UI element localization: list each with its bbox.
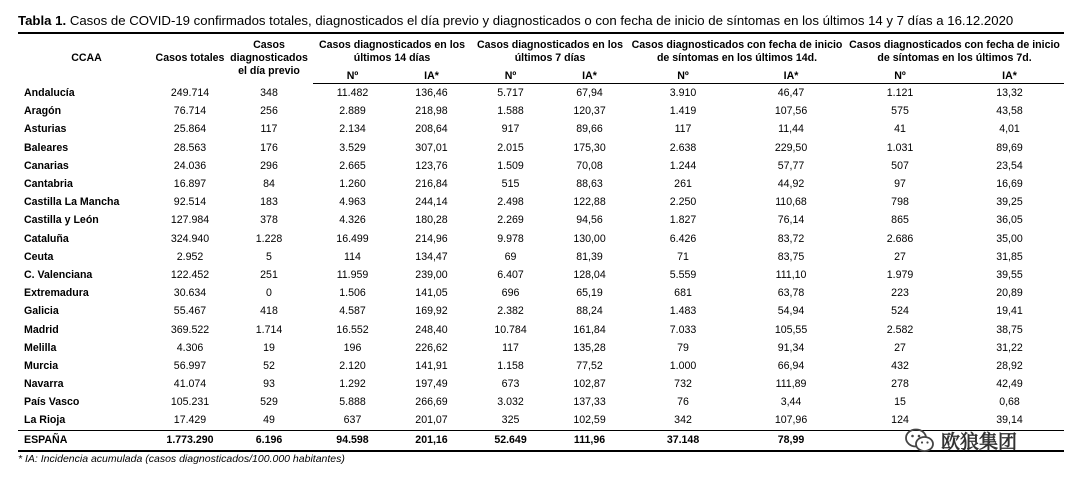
cell-s7n: 15 bbox=[894, 396, 906, 409]
cell-previo: 5 bbox=[266, 250, 272, 263]
table-row bbox=[18, 320, 1064, 338]
cell-previo: 0 bbox=[266, 287, 272, 300]
table-title-text: Casos de COVID-19 confirmados totales, diagnosticados el día previo y diagnosticados o con fecha de inicio de síntomas en los últimos 14 y 7 días a 16.12.2020 bbox=[69, 13, 1014, 28]
cell-d14ia: 169,92 bbox=[415, 305, 448, 318]
total-ccaa: ESPAÑA bbox=[18, 430, 155, 451]
cell-d7n: 2.382 bbox=[497, 305, 524, 318]
total-d7n: 52.649 bbox=[471, 430, 550, 451]
cell-previo: 348 bbox=[260, 86, 278, 99]
cell-totales: 122.452 bbox=[170, 268, 210, 281]
cell-s14ia: 107,96 bbox=[737, 411, 845, 430]
cell-d7ia: 128,04 bbox=[573, 268, 606, 281]
cell-d7ia: 122,88 bbox=[573, 196, 606, 209]
cell-d14ia: 123,76 bbox=[415, 159, 448, 172]
covid-cases-table bbox=[18, 32, 1064, 452]
cell-d7n: 673 bbox=[501, 378, 520, 391]
cell-previo: 418 bbox=[260, 305, 278, 318]
cell-s14ia: 105,55 bbox=[774, 323, 808, 336]
cell-d7n: 117 bbox=[502, 341, 519, 354]
cell-totales: 76.714 bbox=[173, 105, 207, 118]
cell-d7n: 1.158 bbox=[497, 359, 524, 372]
cell-previo: 378 bbox=[260, 214, 278, 227]
cell-d14ia: 197,49 bbox=[415, 378, 448, 391]
cell-s7ia: 23,54 bbox=[996, 159, 1023, 172]
cell-s7ia: 35,00 bbox=[996, 232, 1023, 245]
cell-s14n: 342 bbox=[629, 411, 737, 430]
cell-d14ia: 239,00 bbox=[415, 268, 448, 281]
cell-d7ia: 65,19 bbox=[576, 287, 603, 300]
cell-previo: 93 bbox=[263, 378, 275, 391]
cell-d7ia: 120,37 bbox=[573, 105, 606, 118]
cell-totales: 127.984 bbox=[170, 214, 210, 227]
cell-s14n: 1.827 bbox=[669, 214, 697, 227]
cell-d7n: 917 bbox=[501, 123, 520, 136]
cell-d14ia: 201,07 bbox=[392, 411, 471, 430]
cell-d7ia: 88,24 bbox=[576, 305, 603, 318]
cell-d7n: 2.498 bbox=[497, 196, 524, 209]
cell-s7ia: 89,69 bbox=[996, 141, 1023, 154]
subheader-ia: IA* bbox=[550, 70, 629, 84]
cell-s14n: 7.033 bbox=[669, 323, 697, 336]
cell-previo: 183 bbox=[260, 196, 278, 209]
cell-s7n: 124 bbox=[845, 411, 955, 430]
cell-ccaa: País Vasco bbox=[24, 396, 80, 409]
cell-totales: 105.231 bbox=[170, 396, 210, 409]
total-d14ia: 201,16 bbox=[392, 430, 471, 451]
total-s14ia: 78,99 bbox=[737, 430, 845, 451]
cell-d7n: 696 bbox=[501, 287, 520, 300]
cell-previo: 1.714 bbox=[255, 323, 283, 336]
header-sintomas-7d: Casos diagnosticados con fecha de inicio de síntomas en los últimos 7d. bbox=[849, 39, 1060, 64]
cell-ccaa: Cataluña bbox=[24, 232, 69, 245]
subheader-ia: IA* bbox=[737, 70, 845, 84]
header-sintomas-14d: Casos diagnosticados con fecha de inicio de síntomas en los últimos 14d. bbox=[631, 39, 843, 64]
cell-d14n: 5.888 bbox=[339, 396, 366, 409]
cell-s7ia: 20,89 bbox=[996, 287, 1023, 300]
cell-s7ia: 38,75 bbox=[996, 323, 1023, 336]
cell-totales: 17.429 bbox=[155, 411, 225, 430]
cell-d14ia: 244,14 bbox=[415, 196, 448, 209]
cell-totales: 324.940 bbox=[170, 232, 210, 245]
cell-d7n: 2.269 bbox=[497, 214, 524, 227]
cell-s7ia: 39,14 bbox=[955, 411, 1064, 430]
cell-s14ia: 44,92 bbox=[777, 178, 805, 191]
cell-d14n: 16.499 bbox=[336, 232, 369, 245]
cell-d14n: 2.134 bbox=[339, 123, 366, 136]
cell-s14ia: 111,89 bbox=[775, 378, 807, 391]
cell-totales: 92.514 bbox=[173, 196, 207, 209]
cell-s7n: 2.686 bbox=[886, 232, 914, 245]
subheader-n: Nº bbox=[313, 70, 392, 84]
cell-s7n: 97 bbox=[894, 178, 906, 191]
header-ccaa: CCAA bbox=[71, 52, 102, 65]
cell-ccaa: Murcia bbox=[24, 359, 59, 372]
cell-s7n: 575 bbox=[891, 105, 909, 118]
cell-d14ia: 180,28 bbox=[415, 214, 448, 227]
cell-d7n: 10.784 bbox=[494, 323, 527, 336]
cell-previo: 52 bbox=[263, 359, 275, 372]
cell-ccaa: Castilla y León bbox=[24, 214, 99, 227]
cell-ccaa: Castilla La Mancha bbox=[24, 196, 120, 209]
table-row bbox=[18, 139, 1064, 157]
cell-s7n: 865 bbox=[891, 214, 909, 227]
cell-d14ia: 208,64 bbox=[415, 123, 448, 136]
cell-d14n: 1.260 bbox=[339, 178, 366, 191]
cell-previo: 1.228 bbox=[255, 232, 283, 245]
cell-d7ia: 130,00 bbox=[573, 232, 606, 245]
table-row bbox=[18, 102, 1064, 120]
cell-s7ia: 39,55 bbox=[996, 268, 1023, 281]
cell-totales: 25.864 bbox=[173, 123, 207, 136]
table-row bbox=[18, 302, 1064, 320]
cell-s14n: 79 bbox=[677, 341, 689, 354]
cell-s14n: 1.419 bbox=[669, 105, 697, 118]
cell-totales: 55.467 bbox=[173, 305, 207, 318]
header-dia-previo: Casos diagnosticados el día previo bbox=[230, 39, 308, 78]
cell-s7n: 27 bbox=[894, 250, 906, 263]
cell-s7ia: 0,68 bbox=[999, 396, 1020, 409]
cell-s14n: 2.638 bbox=[669, 141, 697, 154]
total-totales: 1.773.290 bbox=[155, 430, 225, 451]
cell-s7ia: 39,25 bbox=[996, 196, 1023, 209]
header-casos-totales: Casos totales bbox=[155, 52, 225, 65]
cell-s7ia: 31,22 bbox=[996, 341, 1023, 354]
cell-previo: 176 bbox=[260, 141, 278, 154]
subheader-n: Nº bbox=[629, 70, 737, 84]
cell-d7n: 69 bbox=[504, 250, 517, 263]
cell-s7ia: 42,49 bbox=[996, 378, 1023, 391]
table-row bbox=[18, 230, 1064, 248]
cell-ccaa: C. Valenciana bbox=[24, 268, 93, 281]
cell-previo: 296 bbox=[260, 159, 278, 172]
cell-d7ia: 94,56 bbox=[576, 214, 603, 227]
header-diag-14d: Casos diagnosticados en los últimos 14 días bbox=[319, 39, 465, 64]
cell-previo: 117 bbox=[260, 123, 278, 136]
cell-s7ia: 19,41 bbox=[996, 305, 1023, 318]
cell-totales: 41.074 bbox=[173, 378, 207, 391]
cell-s7ia: 28,92 bbox=[996, 359, 1023, 372]
cell-d7n: 5.717 bbox=[497, 87, 524, 100]
cell-d14ia: 226,62 bbox=[415, 341, 448, 354]
cell-d14n: 2.120 bbox=[339, 359, 366, 372]
cell-d14ia: 307,01 bbox=[415, 141, 448, 154]
cell-ccaa: Andalucía bbox=[24, 86, 75, 99]
cell-d14n: 4.587 bbox=[339, 305, 366, 318]
cell-s14ia: 11,44 bbox=[778, 123, 804, 136]
table-row bbox=[18, 84, 1064, 103]
cell-previo: 19 bbox=[263, 341, 275, 354]
total-d14n: 94.598 bbox=[313, 430, 392, 451]
subheader-n: Nº bbox=[845, 70, 955, 84]
watermark-text: 欧狼集团 bbox=[941, 432, 1018, 453]
cell-d7ia: 161,84 bbox=[573, 323, 606, 336]
cell-s14n: 1.483 bbox=[669, 305, 697, 318]
footnote: * IA: Incidencia acumulada (casos diagnosticados/100.000 habitantes) bbox=[18, 453, 345, 465]
cell-totales: 16.897 bbox=[173, 178, 207, 191]
cell-d14n: 2.889 bbox=[339, 105, 366, 118]
cell-s14n: 732 bbox=[674, 378, 692, 391]
cell-previo: 256 bbox=[260, 105, 278, 118]
cell-d7ia: 81,39 bbox=[576, 250, 603, 263]
cell-previo: 84 bbox=[263, 178, 275, 191]
cell-d7ia: 137,33 bbox=[573, 396, 606, 409]
cell-s14ia: 110,68 bbox=[775, 196, 807, 209]
header-diag-7d: Casos diagnosticados en los últimos 7 días bbox=[477, 39, 624, 64]
cell-s14ia: 76,14 bbox=[777, 214, 805, 227]
cell-s14n: 71 bbox=[677, 250, 689, 263]
cell-s7n: 798 bbox=[891, 196, 909, 209]
cell-d7n: 9.978 bbox=[497, 232, 524, 245]
total-s14n: 37.148 bbox=[629, 430, 737, 451]
total-d7ia: 111,96 bbox=[550, 430, 629, 451]
table-row bbox=[18, 284, 1064, 302]
cell-s14ia: 46,47 bbox=[777, 87, 805, 100]
cell-d14ia: 136,46 bbox=[415, 87, 448, 100]
subheader-n: Nº bbox=[471, 70, 550, 84]
cell-s14ia: 83,75 bbox=[777, 250, 805, 263]
cell-d7ia: 67,94 bbox=[576, 87, 603, 100]
cell-s7n: 507 bbox=[891, 159, 909, 172]
cell-s14ia: 57,77 bbox=[777, 159, 805, 172]
table-row bbox=[18, 120, 1064, 138]
cell-ccaa: Ceuta bbox=[24, 250, 54, 263]
watermark bbox=[905, 427, 1017, 454]
cell-ccaa: Asturias bbox=[24, 123, 67, 136]
cell-s7n: 1.979 bbox=[886, 268, 914, 281]
cell-d14n: 16.552 bbox=[336, 323, 369, 336]
subheader-ia: IA* bbox=[955, 70, 1064, 84]
cell-d7n: 515 bbox=[501, 178, 520, 191]
cell-totales: 2.952 bbox=[176, 250, 204, 263]
cell-d7n: 325 bbox=[471, 411, 550, 430]
cell-d7n: 6.407 bbox=[497, 268, 524, 281]
table-row bbox=[18, 375, 1064, 393]
cell-d14n: 3.529 bbox=[339, 141, 366, 154]
table-row bbox=[18, 248, 1064, 266]
cell-d14ia: 248,40 bbox=[415, 323, 448, 336]
cell-d14ia: 214,96 bbox=[415, 232, 448, 245]
cell-d14n: 196 bbox=[343, 341, 362, 354]
cell-s14n: 6.426 bbox=[669, 232, 697, 245]
cell-totales: 56.997 bbox=[173, 359, 207, 372]
cell-d14n: 114 bbox=[344, 250, 361, 263]
cell-d14ia: 216,84 bbox=[415, 178, 448, 191]
cell-d7n: 3.032 bbox=[497, 396, 524, 409]
cell-s7n: 41 bbox=[894, 123, 906, 136]
table-title-label: Tabla 1. bbox=[18, 13, 67, 28]
cell-s7ia: 13,32 bbox=[996, 87, 1023, 100]
cell-d14ia: 141,05 bbox=[415, 287, 448, 300]
cell-previo: 251 bbox=[260, 268, 278, 281]
cell-totales: 24.036 bbox=[173, 159, 207, 172]
cell-totales: 249.714 bbox=[170, 86, 210, 99]
cell-d14n: 2.665 bbox=[339, 159, 366, 172]
cell-s14ia: 107,56 bbox=[774, 105, 808, 118]
table-row bbox=[18, 157, 1064, 175]
cell-ccaa: La Rioja bbox=[18, 411, 155, 430]
cell-s14ia: 63,78 bbox=[777, 287, 805, 300]
cell-s7ia: 43,58 bbox=[996, 105, 1023, 118]
cell-s14ia: 83,72 bbox=[777, 232, 805, 245]
cell-s14ia: 54,94 bbox=[777, 305, 805, 318]
cell-totales: 28.563 bbox=[173, 141, 207, 154]
cell-s14n: 2.250 bbox=[669, 196, 697, 209]
cell-s7n: 223 bbox=[891, 287, 909, 300]
table-title bbox=[18, 13, 1013, 28]
cell-d14ia: 141,91 bbox=[415, 359, 448, 372]
cell-d14n: 11.482 bbox=[336, 87, 369, 100]
cell-d14n: 11.959 bbox=[336, 268, 369, 281]
cell-ccaa: Galicia bbox=[24, 305, 59, 318]
cell-ccaa: Extremadura bbox=[24, 287, 89, 300]
total-previo: 6.196 bbox=[225, 430, 313, 451]
table-row bbox=[18, 211, 1064, 229]
cell-s14ia: 3,44 bbox=[780, 396, 802, 409]
cell-s7n: 432 bbox=[891, 359, 909, 372]
table-row bbox=[18, 266, 1064, 284]
cell-d14n: 4.963 bbox=[339, 196, 366, 209]
cell-s14ia: 66,94 bbox=[777, 359, 805, 372]
cell-ccaa: Melilla bbox=[24, 341, 57, 354]
cell-s14n: 76 bbox=[677, 396, 689, 409]
table-row bbox=[18, 393, 1064, 411]
cell-s7ia: 16,69 bbox=[996, 178, 1023, 191]
cell-s7n: 524 bbox=[891, 305, 909, 318]
table-row bbox=[18, 193, 1064, 211]
cell-ccaa: Aragón bbox=[24, 105, 62, 118]
cell-s14n: 681 bbox=[674, 287, 692, 300]
cell-d14n: 637 bbox=[313, 411, 392, 430]
cell-s7ia: 31,85 bbox=[996, 250, 1023, 263]
cell-s14ia: 91,34 bbox=[777, 341, 805, 354]
cell-d14ia: 266,69 bbox=[415, 396, 448, 409]
cell-d14ia: 134,47 bbox=[415, 250, 448, 263]
cell-ccaa: Navarra bbox=[24, 378, 64, 391]
cell-s14n: 1.244 bbox=[669, 159, 697, 172]
cell-s14n: 1.000 bbox=[669, 359, 697, 372]
cell-s7ia: 36,05 bbox=[996, 214, 1023, 227]
cell-totales: 369.522 bbox=[170, 323, 210, 336]
cell-s14n: 3.910 bbox=[669, 87, 697, 100]
cell-s7n: 2.582 bbox=[886, 323, 914, 336]
cell-d7ia: 175,30 bbox=[573, 141, 606, 154]
cell-d14n: 4.326 bbox=[339, 214, 366, 227]
cell-ccaa: Madrid bbox=[24, 323, 59, 336]
cell-previo: 49 bbox=[225, 411, 313, 430]
cell-totales: 4.306 bbox=[176, 341, 204, 354]
wechat-icon bbox=[905, 428, 935, 454]
cell-s14n: 261 bbox=[674, 178, 692, 191]
cell-previo: 529 bbox=[260, 396, 278, 409]
cell-d7n: 1.588 bbox=[497, 105, 524, 118]
cell-s14n: 5.559 bbox=[669, 268, 697, 281]
cell-s14n: 117 bbox=[674, 123, 692, 136]
cell-d7ia: 89,66 bbox=[576, 123, 603, 136]
cell-s14ia: 229,50 bbox=[774, 141, 808, 154]
cell-s7ia: 4,01 bbox=[999, 123, 1020, 136]
cell-d14n: 1.292 bbox=[339, 378, 366, 391]
cell-ccaa: Canarias bbox=[24, 159, 69, 172]
cell-s7n: 1.031 bbox=[886, 141, 914, 154]
cell-s7n: 278 bbox=[891, 378, 909, 391]
cell-d7ia: 135,28 bbox=[573, 341, 606, 354]
cell-s7n: 27 bbox=[894, 341, 906, 354]
cell-d7n: 2.015 bbox=[497, 141, 524, 154]
cell-d7ia: 77,52 bbox=[576, 359, 603, 372]
table-row bbox=[18, 339, 1064, 357]
subheader-ia: IA* bbox=[392, 70, 471, 84]
cell-d14ia: 218,98 bbox=[415, 105, 448, 118]
cell-d7ia: 102,59 bbox=[550, 411, 629, 430]
cell-totales: 30.634 bbox=[173, 287, 207, 300]
table-row bbox=[18, 175, 1064, 193]
cell-s14ia: 111,10 bbox=[775, 268, 807, 281]
cell-ccaa: Baleares bbox=[24, 141, 69, 154]
cell-ccaa: Cantabria bbox=[24, 178, 73, 191]
table-body bbox=[18, 84, 1064, 431]
cell-d7n: 1.509 bbox=[497, 159, 524, 172]
cell-d7ia: 88,63 bbox=[576, 178, 603, 191]
table-row bbox=[18, 357, 1064, 375]
cell-d7ia: 102,87 bbox=[573, 378, 606, 391]
cell-d14n: 1.506 bbox=[339, 287, 366, 300]
cell-s7n: 1.121 bbox=[886, 87, 914, 100]
cell-d7ia: 70,08 bbox=[576, 159, 603, 172]
